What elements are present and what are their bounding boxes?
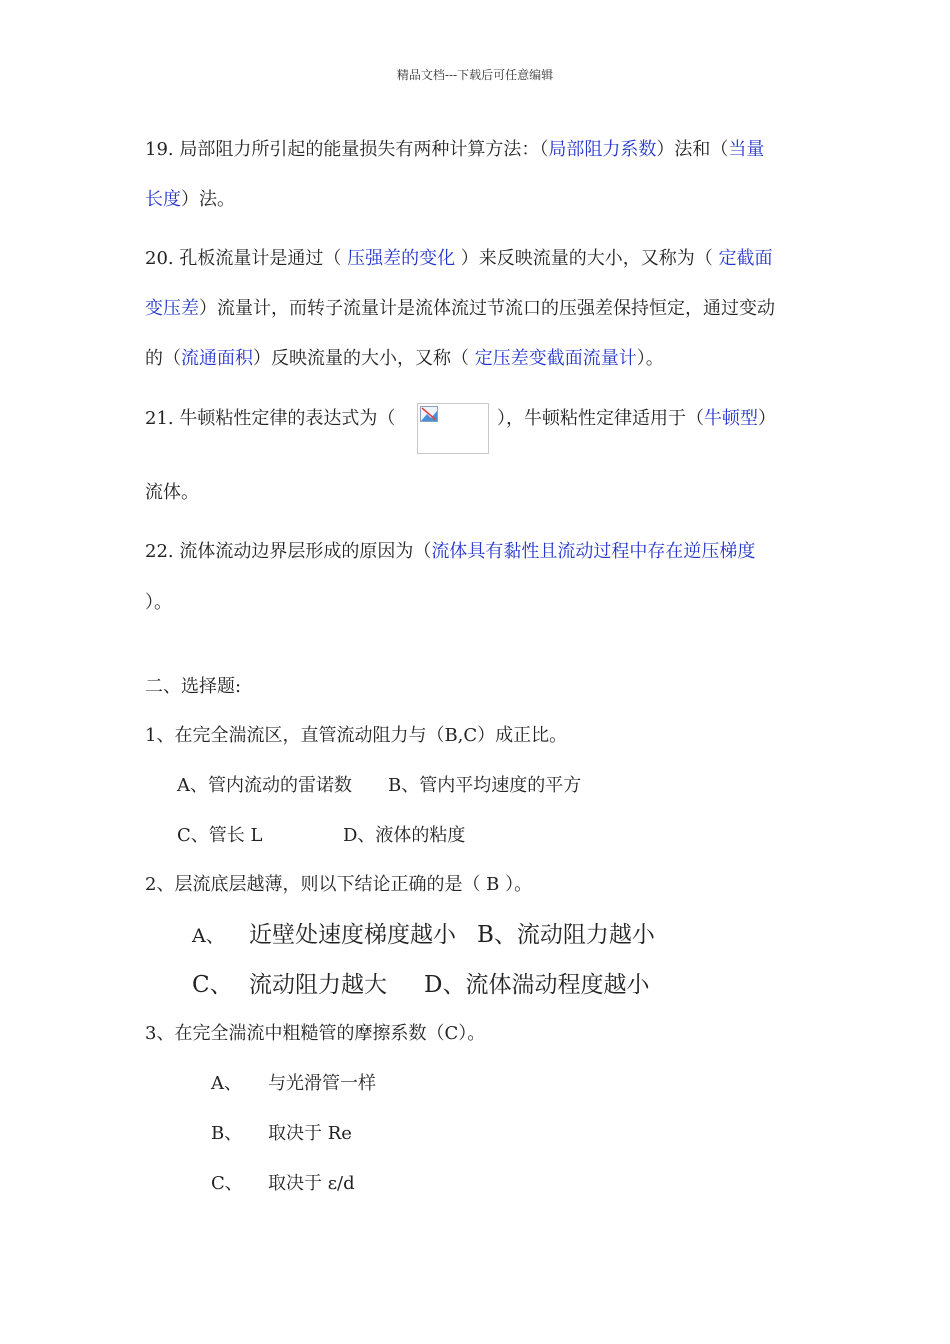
q19-answer1: 局部阻力系数 bbox=[548, 139, 657, 160]
formula-image-placeholder bbox=[417, 403, 489, 454]
q22-line2: ）。 bbox=[145, 592, 172, 613]
choice1-option-a: A、管内流动的雷诺数 bbox=[177, 775, 352, 796]
q22-line1 bbox=[145, 540, 755, 564]
q21-text3: ） bbox=[758, 408, 776, 429]
q19-text2: ）法和（ bbox=[656, 139, 729, 160]
q21-text: 21. 牛顿粘性定律的表达式为（ bbox=[145, 408, 396, 429]
q20-text6: ）。 bbox=[636, 348, 664, 369]
q22-answer: 流体具有黏性且流动过程中存在逆压梯度 bbox=[431, 541, 756, 562]
choice3-question: 3、在完全湍流中粗糙管的摩擦系数（C）。 bbox=[145, 1023, 486, 1044]
choice1-option-d: D、液体的粘度 bbox=[343, 825, 466, 846]
section-title: 二、选择题: bbox=[145, 676, 242, 697]
q20-answer2-part2: 变压差 bbox=[145, 298, 199, 319]
q20-answer3: 流通面积 bbox=[181, 348, 253, 369]
choice3-option-b-label: B、 bbox=[211, 1123, 243, 1144]
q19-text3: ）法。 bbox=[181, 189, 235, 210]
choice2-question: 2、层流底层越薄，则以下结论正确的是（ B ）。 bbox=[145, 874, 533, 895]
choice3-option-a: 与光滑管一样 bbox=[268, 1073, 376, 1094]
q19-line2 bbox=[145, 188, 235, 212]
q21-line2: 流体。 bbox=[145, 482, 199, 503]
choice3-option-c: 取决于 ε/d bbox=[268, 1173, 355, 1194]
q22-text: 22. 流体流动边界层形成的原因为（ bbox=[145, 541, 432, 562]
choice1-question: 1、在完全湍流区，直管流动阻力与（B,C）成正比。 bbox=[145, 725, 568, 746]
q19-line1 bbox=[145, 138, 764, 162]
q19-text: 19. 局部阻力所引起的能量损失有两种计算方法：（ bbox=[145, 139, 549, 160]
q21-text2: ），牛顿粘性定律适用于（ bbox=[497, 408, 704, 429]
choice2-option-c: 流动阻力越大 bbox=[249, 972, 387, 998]
choice1-option-c: C、管长 L bbox=[177, 825, 263, 846]
choice3-option-b: 取决于 Re bbox=[268, 1123, 352, 1144]
q20-text5: ）反映流量的大小，又称（ bbox=[253, 348, 475, 369]
q19-answer2-part1: 当量 bbox=[728, 139, 765, 160]
q20-answer1: 压强差的变化 bbox=[347, 248, 456, 269]
broken-image-icon bbox=[420, 406, 438, 422]
choice2-option-c-label: C、 bbox=[192, 972, 233, 998]
q20-text2: ）来反映流量的大小，又称为（ bbox=[455, 248, 719, 269]
q21-answer: 牛顿型 bbox=[704, 408, 758, 429]
q20-line2 bbox=[145, 297, 775, 321]
q20-answer4: 定压差变截面流量计 bbox=[474, 348, 637, 369]
q20-text4: 的（ bbox=[145, 348, 181, 369]
choice2-option-a-label: A、 bbox=[192, 925, 225, 947]
q20-answer2-part1: 定截面 bbox=[718, 248, 773, 269]
choice2-option-d: D、流体湍动程度越小 bbox=[424, 972, 650, 998]
choice1-option-b: B、管内平均速度的平方 bbox=[388, 775, 582, 796]
q20-text3: ）流量计，而转子流量计是流体流过节流口的压强差保持恒定，通过变动 bbox=[199, 298, 775, 319]
choice2-option-a: 近壁处速度梯度越小 bbox=[249, 922, 456, 948]
q20-text: 20. 孔板流量计是通过（ bbox=[145, 248, 348, 269]
q21-line1-left bbox=[145, 407, 395, 431]
choice2-option-b: B、流动阻力越小 bbox=[477, 922, 655, 948]
page-header: 精品文档---下载后可任意编辑 bbox=[396, 68, 554, 82]
q20-line1 bbox=[145, 247, 773, 271]
q19-answer2-part2: 长度 bbox=[145, 189, 181, 210]
choice3-option-a-label: A、 bbox=[211, 1073, 242, 1094]
q21-line1-right bbox=[497, 407, 776, 431]
choice3-option-c-label: C、 bbox=[211, 1173, 243, 1194]
q20-line3 bbox=[145, 347, 664, 371]
